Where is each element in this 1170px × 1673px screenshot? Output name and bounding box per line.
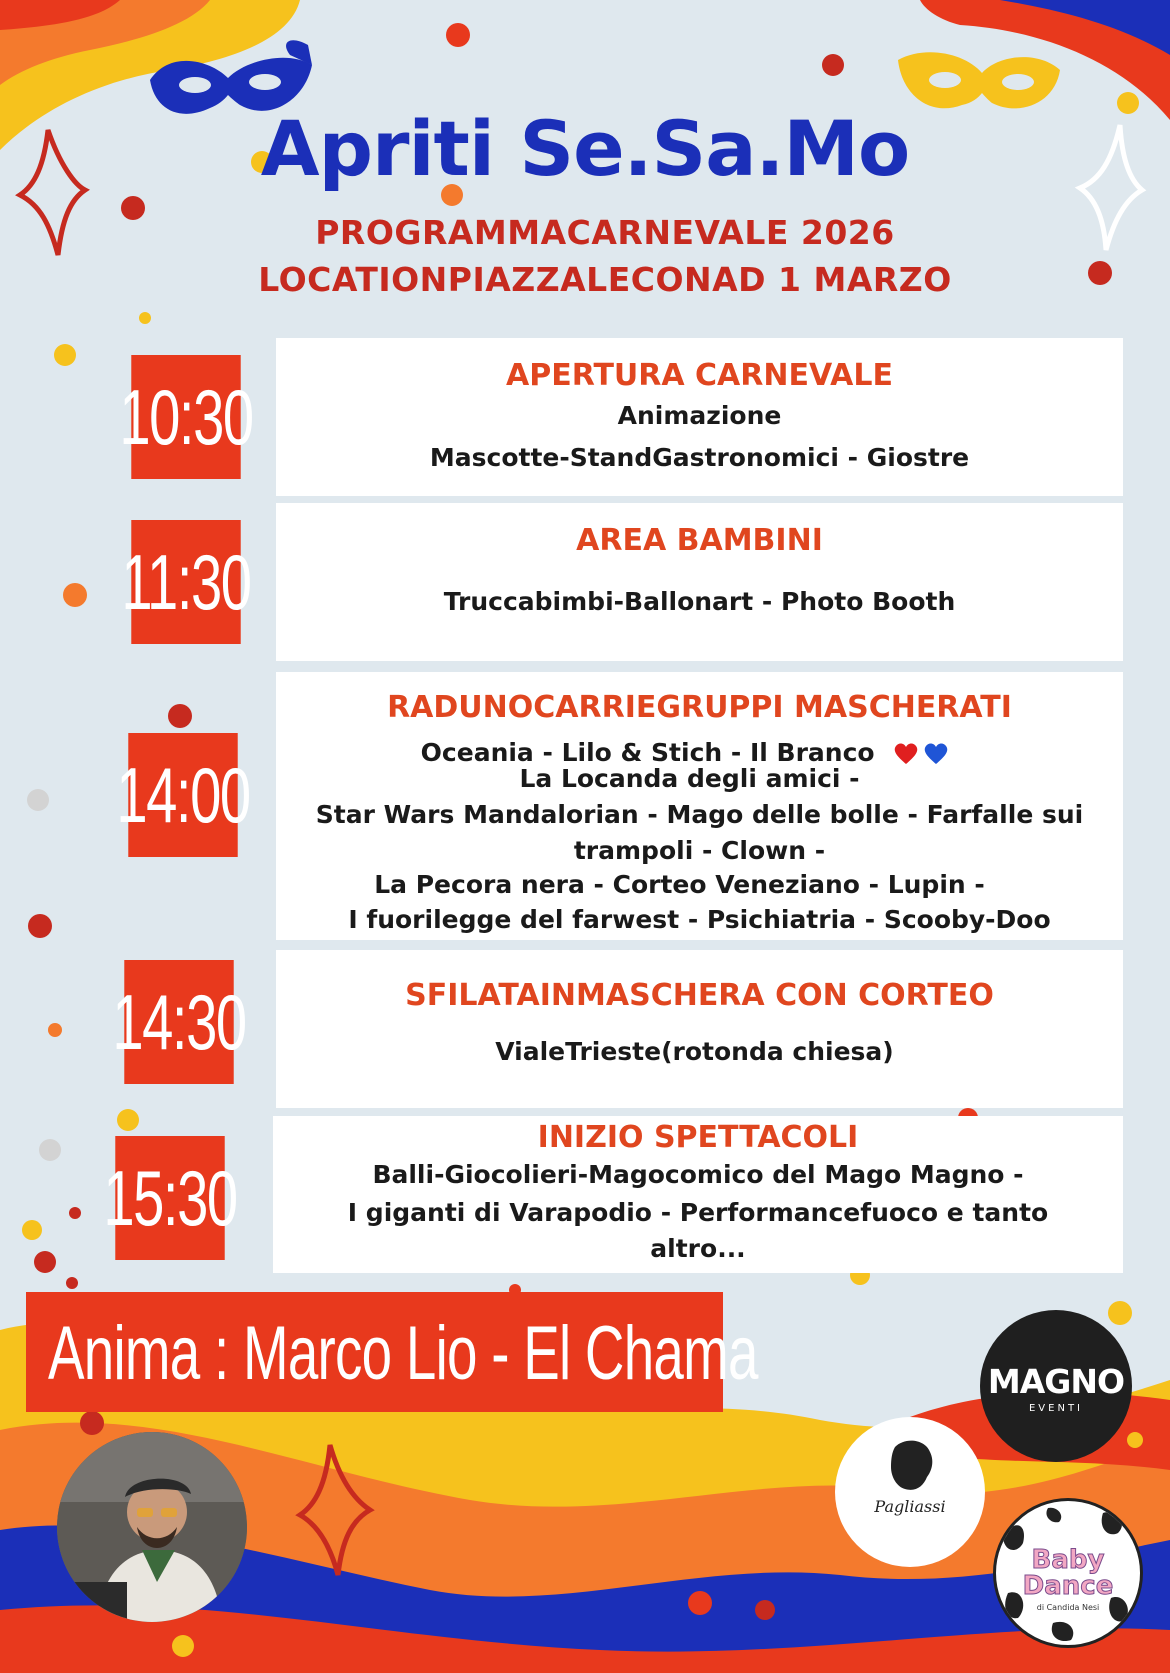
time-badge: 14:00 (128, 733, 237, 857)
schedule-line: Star Wars Mandalorian - Mago delle bolle - Farfalle sui (315, 800, 1084, 829)
magno-eventi-logo: MAGNO EVENTI (980, 1310, 1132, 1462)
schedule-item (276, 672, 1123, 940)
dj-avatar-image (57, 1432, 247, 1622)
schedule-item (276, 338, 1123, 496)
host-label: Anima : Marco Lio - El Chama (48, 1311, 758, 1396)
schedule-item (276, 950, 1123, 1108)
host-banner (26, 1292, 758, 1412)
schedule-item (276, 503, 1123, 661)
schedule-line: trampoli - Clown - (573, 836, 826, 865)
host-photo (57, 1432, 247, 1622)
time-badge: 14:30 (124, 960, 233, 1084)
schedule-heading: INIZIO SPETTACOLI (537, 1120, 859, 1155)
schedule-line: Truccabimbi-Ballonart - Photo Booth (443, 587, 956, 616)
schedule-line: I fuorilegge del farwest - Psichiatria - Scooby-Doo (348, 905, 1051, 934)
time-badge: 10:30 (131, 355, 240, 479)
schedule-heading: RADUNOCARRIEGRUPPI MASCHERATI (387, 690, 1012, 725)
schedule-line: VialeTrieste(rotonda chiesa) (495, 1037, 894, 1066)
event-title: Apriti Se.Sa.Mo (260, 104, 910, 193)
baby-dance-logo: Baby Dance di Candida Nesi (993, 1498, 1143, 1648)
schedule-heading: AREA BAMBINI (576, 523, 823, 558)
event-subtitle-line2: LOCATIONPIAZZALECONAD 1 MARZO (258, 260, 952, 299)
face-silhouette-icon (835, 1417, 985, 1567)
hearts-icon (893, 742, 953, 766)
event-subtitle-line1: PROGRAMMACARNEVALE 2026 (315, 213, 895, 252)
schedule-line: Balli-Giocolieri-Magocomico del Mago Magno - (372, 1160, 1024, 1189)
schedule-line: I giganti di Varapodio - Performancefuoco e tanto (347, 1198, 1049, 1227)
schedule-line: La Pecora nera - Corteo Veneziano - Lupin - (374, 870, 985, 899)
time-badge: 11:30 (131, 520, 240, 644)
time-badge: 15:30 (115, 1136, 224, 1260)
pagliassi-logo: Pagliassi (835, 1417, 985, 1567)
schedule-heading: APERTURA CARNEVALE (506, 358, 893, 393)
schedule-item (273, 1116, 1123, 1273)
schedule-line: Mascotte-StandGastronomici - Giostre (429, 443, 970, 472)
schedule-line: La Locanda degli amici - (519, 764, 860, 793)
schedule-line: altro... (650, 1234, 746, 1263)
schedule-line: Oceania - Lilo & Stich - Il Branco (251, 738, 1123, 767)
schedule-heading: SFILATAINMASCHERA CON CORTEO (405, 978, 994, 1013)
schedule-line: Animazione (617, 401, 782, 430)
